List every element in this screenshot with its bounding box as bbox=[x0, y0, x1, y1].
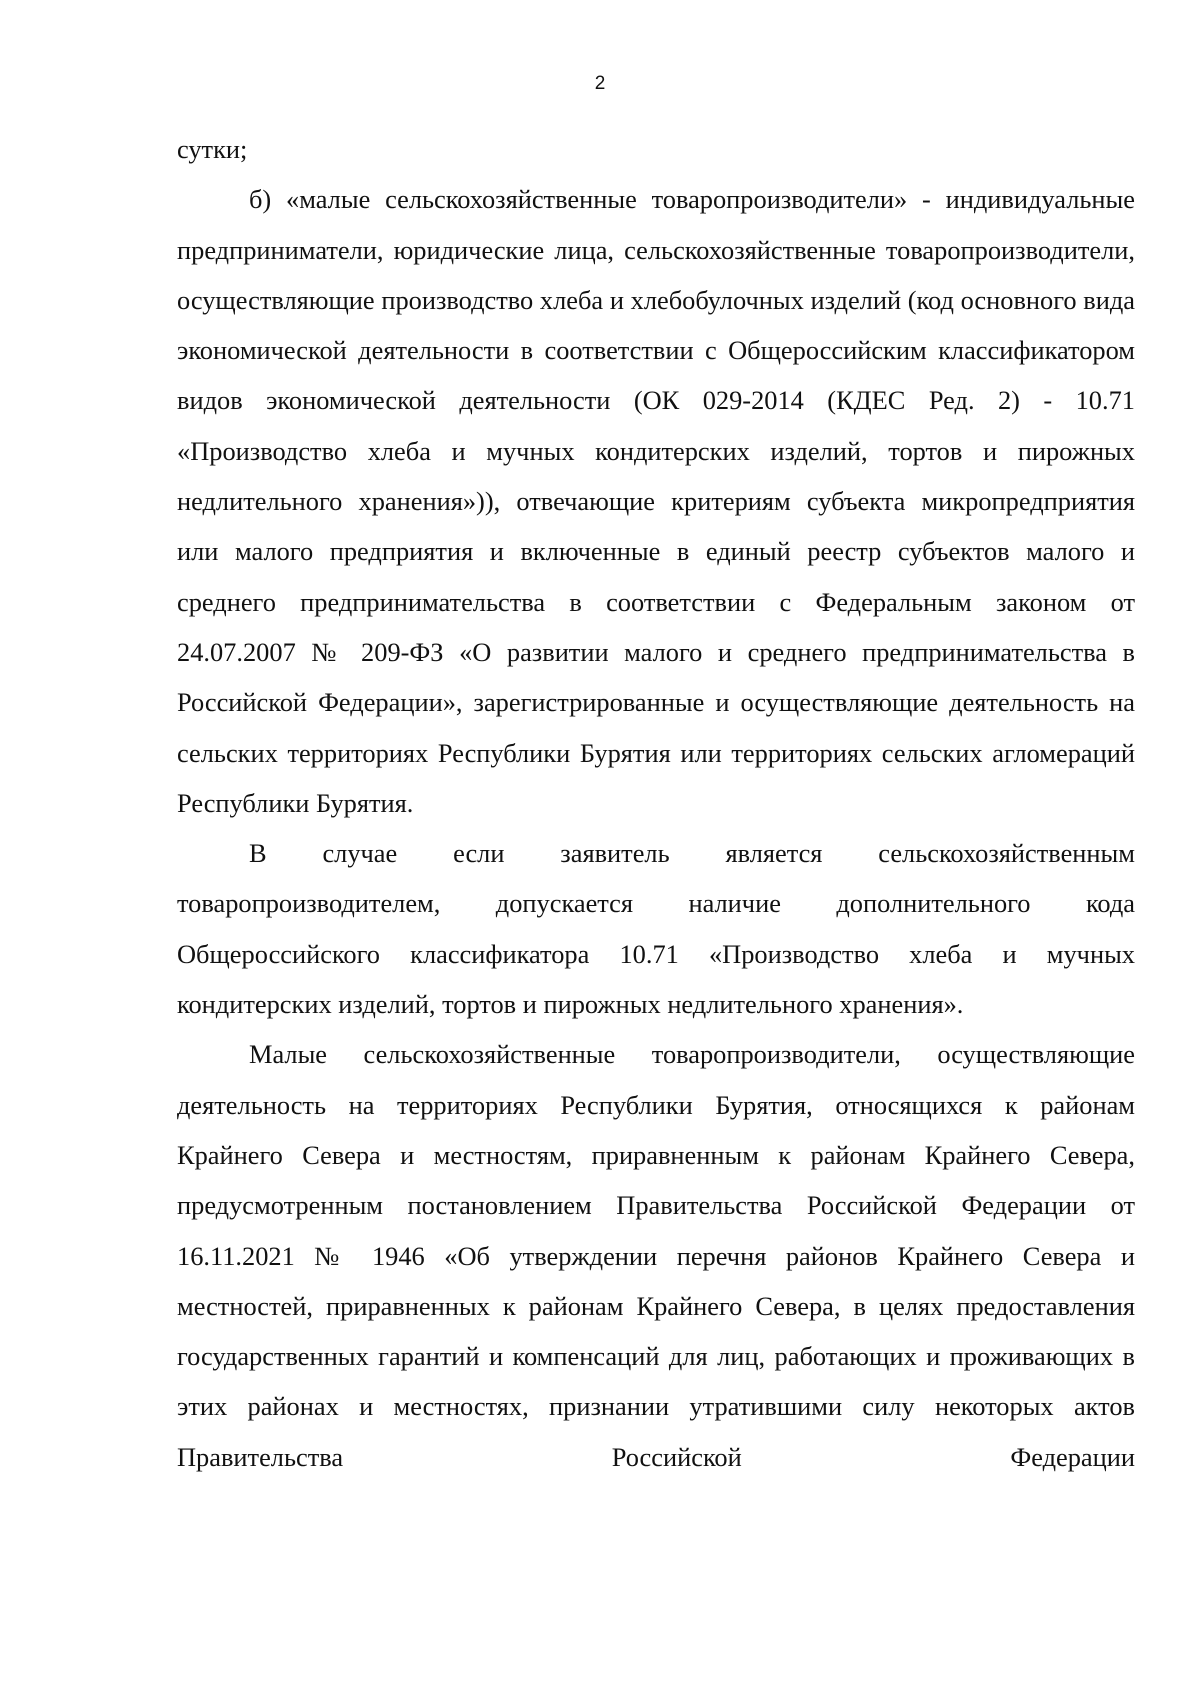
paragraph-definition-b: б) «малые сельскохозяйственные товаропроизводители» - индивидуальные предприниматели, юридические лица, сельскохозяйственные товаропроизводители, осуществляющие производство хлеба и хлебобулочных изделий (код основного вида экономической деятельности в соответствии с Общероссийским классификатором видов экономической деятельности (ОК 029-2014 (КДЕС Ред. 2) - 10.71 «Производство хлеба и мучных кондитерских изделий, тортов и пирожных недлительного хранения»)), отвечающие критериям субъекта микропредприятия или малого предприятия и включенные в единый реестр субъектов малого и среднего предпринимательства в соответствии с Федеральным законом от 24.07.2007 № 209-ФЗ «О развитии малого и среднего предпринимательства в Российской Федерации», зарегистрированные и осуществляющие деятельность на сельских территориях Республики Бурятия или территориях сельских агломераций Республики Бурятия. bbox=[177, 184, 1135, 818]
paragraph-continuation: сутки; bbox=[177, 134, 248, 164]
document-body bbox=[177, 124, 1135, 1482]
page-number: 2 bbox=[594, 73, 606, 94]
paragraph-far-north: Малые сельскохозяйственные товаропроизводители, осуществляющие деятельность на территориях Республики Бурятия, относящихся к районам Крайнего Севера и местностям, приравненным к районам Крайнего Севера, предусмотренным постановлением Правительства Российской Федерации от 16.11.2021 № 1946 «Об утверждении перечня районов Крайнего Севера и местностей, приравненных к районам Крайнего Севера, в целях предоставления государственных гарантий и компенсаций для лиц, работающих и проживающих в этих районах и местностях, признании утратившими силу некоторых актов Правительства Российской Федерации bbox=[177, 1039, 1135, 1472]
paragraph-additional-code: В случае если заявитель является сельскохозяйственным товаропроизводителем, допускается наличие дополнительного кода Общероссийского классификатора 10.71 «Производство хлеба и мучных кондитерских изделий, тортов и пирожных недлительного хранения». bbox=[177, 838, 1135, 1020]
